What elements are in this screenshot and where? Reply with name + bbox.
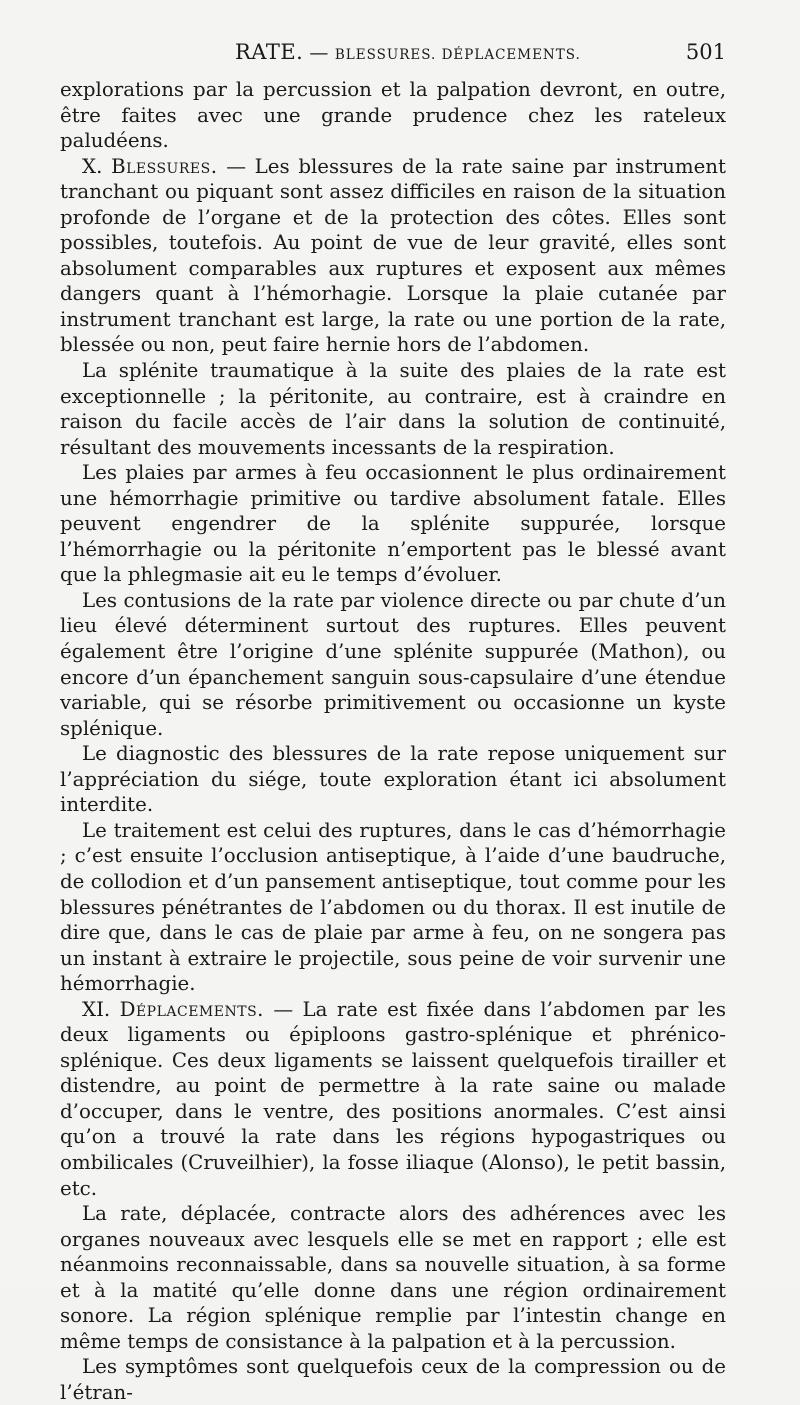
section-title: Blessures. bbox=[111, 154, 218, 178]
paragraph-text: — La rate est fixée dans l’abdomen par les deux ligaments ou épiploons gastro-splénique et phrénico-splénique. Ces deux ligaments se laissent quelquefois tirailler et distendre, au point de permettre à la rate saine ou malade d’occuper, dans le ventre, des positions anormales. C’est ainsi qu’on a trouvé la rate dans les régions hypogastriques ou ombilicales (Cruveilhier), la fosse iliaque (Alonso), le petit bassin, etc. bbox=[60, 997, 727, 1200]
paragraph-text: Les contusions de la rate par violence directe ou par chute d’un lieu élevé déterminent surtout des ruptures. Elles peuvent également être l’origine d’une splénite suppurée (Mathon), ou encore d’un épanchement sanguin sous-capsulaire d’une étendue variable, qui se résorbe primitivement ou occasionne un kyste splénique. bbox=[60, 588, 726, 740]
paragraph-continuation bbox=[60, 77, 726, 154]
paragraph-text: Le diagnostic des blessures de la rate repose uniquement sur l’appréciation du siége, toute exploration étant ici absolument interdite. bbox=[60, 742, 726, 817]
section-title: Déplacements. bbox=[119, 997, 264, 1021]
paragraph bbox=[60, 588, 726, 741]
paragraph bbox=[60, 818, 726, 997]
paragraph-text: La rate, déplacée, contracte alors des adhérences avec les organes nouveaux avec lesquels elle se met en rapport ; elle est néanmoins reconnaissable, dans sa nouvelle situation, à sa forme et à la matité qu’elle donne dans une région ordinairement sonore. La région splénique remplie par l’intestin change en même temps de consistance à la palpation et à la percussion. bbox=[60, 1202, 726, 1353]
paragraph bbox=[60, 460, 726, 588]
paragraph-section-xi bbox=[60, 997, 726, 1201]
paragraph-text: La splénite traumatique à la suite des plaies de la rate est exceptionnelle ; la péritonite, au contraire, est à craindre en raison du facile accès de l’air dans la solution de continuité, résultant des mouvements incessants de la respiration. bbox=[60, 359, 726, 459]
paragraph bbox=[60, 1354, 726, 1405]
paragraph bbox=[60, 358, 726, 460]
page-header bbox=[60, 40, 726, 72]
paragraph-text: Les plaies par armes à feu occasionnent le plus ordinairement une hémorrhagie primitive ou tardive absolument fatale. Elles peuvent engendrer de la splénite suppurée, lorsque l’hémorrhagie ou la péritonite n’emportent pas le blessé avant que la phlegmasie ait eu le temps d’évoluer. bbox=[60, 461, 726, 587]
section-number: XI. bbox=[82, 997, 111, 1021]
paragraph-section-x bbox=[60, 154, 726, 358]
paragraph-text: — Les blessures de la rate saine par instrument tranchant ou piquant sont assez difficiles en raison de la situation profonde de l’organe et de la protection des côtes. Elles sont possibles, toutefois. Au point de vue de leur gravité, elles sont absolument comparables aux ruptures et exposent aux mêmes dangers quant à l’hémorhagie. Lorsque la plaie cutanée par instrument tranchant est large, la rate ou une portion de la rate, blessée ou non, peut faire hernie hors de l’abdomen. bbox=[60, 154, 726, 357]
running-head-subtitle: BLESSURES. DÉPLACEMENTS. bbox=[334, 47, 581, 63]
section-number: X. bbox=[82, 154, 103, 178]
body-text bbox=[60, 77, 726, 1405]
paragraph bbox=[60, 1201, 726, 1354]
running-head bbox=[235, 40, 581, 64]
running-head-title: RATE. bbox=[235, 40, 304, 64]
paragraph-text: Le traitement est celui des ruptures, dans le cas d’hémorrhagie ; c’est ensuite l’occlusion antiseptique, à l’aide d’une baudruche, de collodion et d’un pansement antiseptique, tout comme pour les blessures pénétrantes de l’abdomen ou du thorax. Il est inutile de dire que, dans le cas de plaie par arme à feu, on ne songera pas un instant à extraire le projectile, sous peine de voir survenir une hémorrhagie. bbox=[60, 818, 726, 996]
running-head-separator: — bbox=[309, 42, 329, 64]
paragraph-text: Les symptômes sont quelquefois ceux de la compression ou de l’étran- bbox=[60, 1355, 726, 1404]
paragraph bbox=[60, 741, 726, 818]
page-number: 501 bbox=[685, 40, 726, 64]
paragraph-text: explorations par la percussion et la palpation devront, en outre, être faites avec une grande prudence chez les rateleux paludéens. bbox=[60, 78, 726, 153]
